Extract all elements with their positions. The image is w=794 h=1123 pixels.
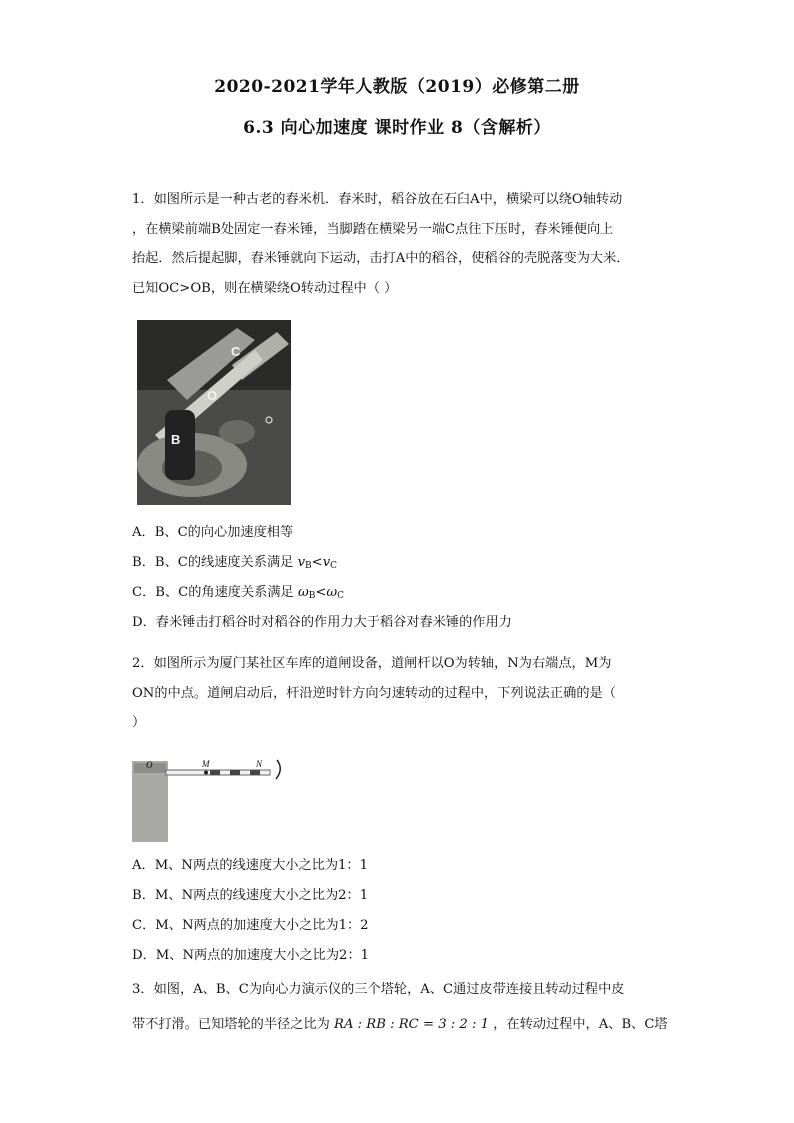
q2-option-b: B．M、N两点的线速度大小之比为2：1 bbox=[132, 888, 369, 903]
label-b: B bbox=[171, 432, 181, 447]
q2-option-c: C．M、N两点的加速度大小之比为1：2 bbox=[132, 918, 369, 933]
q2-option-d: D．M、N两点的加速度大小之比为2：1 bbox=[132, 948, 370, 963]
q1-line-3: 抬起．然后提起脚，舂米锤就向下运动，击打A中的稻谷，使稻谷的壳脱落变为大米． bbox=[132, 251, 630, 266]
q3-line-1: 3．如图，A、B、C为向心力演示仪的三个塔轮，A、C通过皮带连接且转动过程中皮 bbox=[132, 982, 625, 997]
label-m: M bbox=[202, 759, 210, 769]
label-o: O bbox=[146, 760, 153, 770]
barrier-gate-photo bbox=[132, 757, 282, 842]
q1-line-1: 1．如图所示是一种古老的舂米机．舂米时，稻谷放在石臼A中，横梁可以绕O轴转动 bbox=[132, 192, 623, 207]
q1-line-4: 已知OC>OB，则在横梁绕O转动过程中（ ） bbox=[132, 281, 398, 296]
radius-ratio: RA : RB : RC = 3 : 2 : 1 bbox=[334, 1017, 490, 1032]
q2-line-1: 2．如图所示为厦门某社区车库的道闸设备，道闸杆以O为转轴，N为右端点，M为 bbox=[132, 656, 612, 671]
q3-line-2: 带不打滑。已知塔轮的半径之比为 RA : RB : RC = 3 : 2 : 1 ，在转动过程中，A、B、C塔 bbox=[132, 1017, 668, 1032]
q1-option-a: A．B、C的向心加速度相等 bbox=[132, 525, 294, 540]
label-c: C bbox=[231, 344, 241, 359]
document-title: 2020-2021学年人教版（2019）必修第二册 bbox=[214, 77, 580, 97]
label-o: O bbox=[207, 388, 218, 403]
q2-option-a: A．M、N两点的线速度大小之比为1：1 bbox=[132, 858, 368, 873]
q1-option-c: C．B、C的角速度关系满足 $\omega_B<\omega_C$ bbox=[132, 585, 345, 601]
q2-line-3: ） bbox=[132, 715, 146, 730]
document-subtitle: 6.3 向心加速度 课时作业 8（含解析） bbox=[243, 118, 551, 138]
q1-line-2: ，在横梁前端B处固定一舂米锤，当脚踏在横梁另一端C点往下压时，舂米锤便向上 bbox=[132, 222, 614, 237]
rice-pounder-photo bbox=[137, 320, 291, 505]
label-n: N bbox=[256, 759, 263, 769]
q1-option-d: D．舂米锤击打稻谷时对稻谷的作用力大于稻谷对舂米锤的作用力 bbox=[132, 615, 512, 630]
q1-option-b: B．B、C的线速度关系满足 $v_B<v_C$ bbox=[132, 555, 338, 571]
q2-line-2: ON的中点。道闸启动后，杆沿逆时针方向匀速转动的过程中，下列说法正确的是（ bbox=[132, 686, 616, 701]
